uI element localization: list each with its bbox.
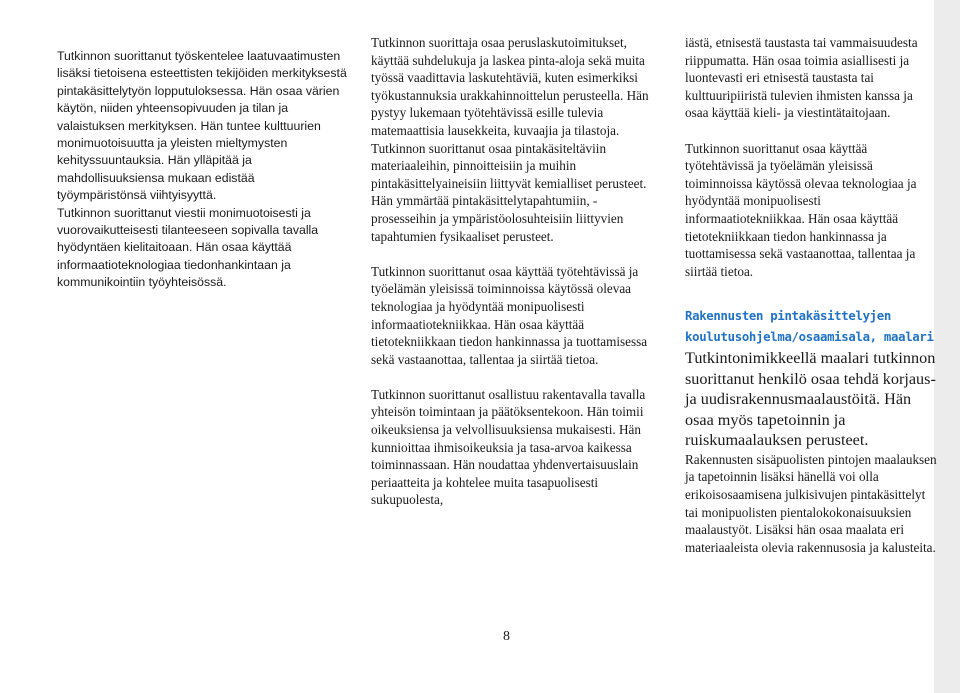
paragraph-equality: iästä, etnisestä taustasta tai vammaisuudesta riippumatta. Hän osaa toimia asiallisesti ja luontevasti eri etnisestä taustasta tai kulttuuripiiristä tulevien ihmisten kanssa ja osaa käyttää kieli- ja viestintätaitojaan.: [685, 35, 918, 121]
page-number: 8: [503, 629, 510, 644]
paragraph-mathematics: Tutkinnon suorittaja osaa peruslaskutoimitukset, käyttää suhdelukuja ja laskea pinta-aloja sekä muita työssä vaadittavia laskutehtäviä, kuten esimerkiksi työkustannuksia urakkahinnoittelun perusteella. Hän pystyy lukemaan työtehtävissä esille tulevia matemaattisia lausekkeita, kuvaajia ja tilastoja.: [371, 35, 649, 138]
section-heading: [685, 306, 937, 348]
column-left: [57, 48, 347, 292]
paragraph-technology: Tutkinnon suorittanut osaa käyttää työtehtävissä ja työelämän yleisissä toiminnoissa käytössä olevaa teknologiaa ja hyödyntää monipuolisesti informaatiotekniikkaa. Hän osaa käyttää tietotekniikkaan tiedon hankinnassa ja tuottamisessa sekä vastaanottaa, tallentaa ja siirtää tietoa.: [371, 263, 648, 367]
paragraph-aesthetics: Tutkinnon suorittanut työskentelee laatuvaatimusten lisäksi tietoisena esteettisten tekijöiden merkityksestä pintakäsittelytyön lopputuloksessa. Hän osaa värien käytön, niiden yhteensopivuuden ja tilan ja valaistuksen merkityksen. Hän tuntee kulttuurien monimuotoisuutta ja yleisten mieltymysten kehityssuuntauksia. Hän ylläpitää ja mahdollisuuksiensa mukaan edistää työympäristönsä viihtyisyyttä.: [57, 49, 347, 203]
section-heading-line2: koulutusohjelma/osaamisala, maalari: [685, 330, 934, 345]
column-middle: [371, 34, 649, 509]
column-right: [685, 34, 937, 556]
paragraph-communication: Tutkinnon suorittanut viestii monimuotoisesti ja vuorovaikutteisesti tilanteeseen sopivalla tavalla hyödyntäen kielitaitoaan. Hän osaa käyttää informaatioteknologiaa tiedonhankintaan ja kommunikointiin työyhteisössä.: [57, 205, 319, 290]
paragraph-citizenship: Tutkinnon suorittanut osallistuu rakentavalla tavalla yhteisön toimintaan ja päätöksentekoon. Hän toimii oikeuksiensa ja velvollisuuksiensa mukaisesti. Hän kunnioittaa ihmisoikeuksia ja tasa-arvoa kaikessa toiminnassaan. Hän noudattaa yhdenvertaisuuslain periaatteita ja kohtelee muita tasapuolisesti sukupuolesta,: [371, 386, 646, 508]
page-edge-strip: [934, 0, 960, 693]
paragraph-technology-repeat: Tutkinnon suorittanut osaa käyttää työtehtävissä ja työelämän yleisissä toiminnoissa käytössä olevaa teknologiaa ja hyödyntää monipuolisesti informaatiotekniikkaa. Hän osaa käyttää tietotekniikkaan tiedon hankinnassa ja tuottamisessa sekä vastaanottaa, tallentaa ja siirtää tietoa.: [685, 140, 917, 279]
paragraph-painter-intro: Tutkintonimikkeellä maalari tutkinnon suorittanut henkilö osaa tehdä korjaus- ja uudisrakennusmaalaustöitä. Hän osaa myös tapetoinnin ja ruiskumaalauksen perusteet.: [685, 349, 936, 450]
section-heading-line1: Rakennusten pintakäsittelyjen: [685, 309, 891, 324]
paragraph-painter-specialization: Rakennusten sisäpuolisten pintojen maalauksen ja tapetoinnin lisäksi hänellä voi olla erikoisosaamisena julkisivujen pintakäsittelyt tai monipuolisten pientalokokonaisuuksien maalaustyöt. Lisäksi hän osaa maalata eri materiaaleista olevia rakennusosia ja kalusteita.: [685, 451, 937, 555]
paragraph-chemistry-physics: Tutkinnon suorittanut osaa pintakäsiteltäviin materiaaleihin, pinnoitteisiin ja muihin pintakäsittelyaineisiin liittyvät kemialliset perusteet. Hän ymmärtää pintakäsittelytapahtumiin, -prosesseihin ja ympäristöolosuhteisiin liittyvien tapahtumien fysikaaliset perusteet.: [371, 140, 647, 244]
